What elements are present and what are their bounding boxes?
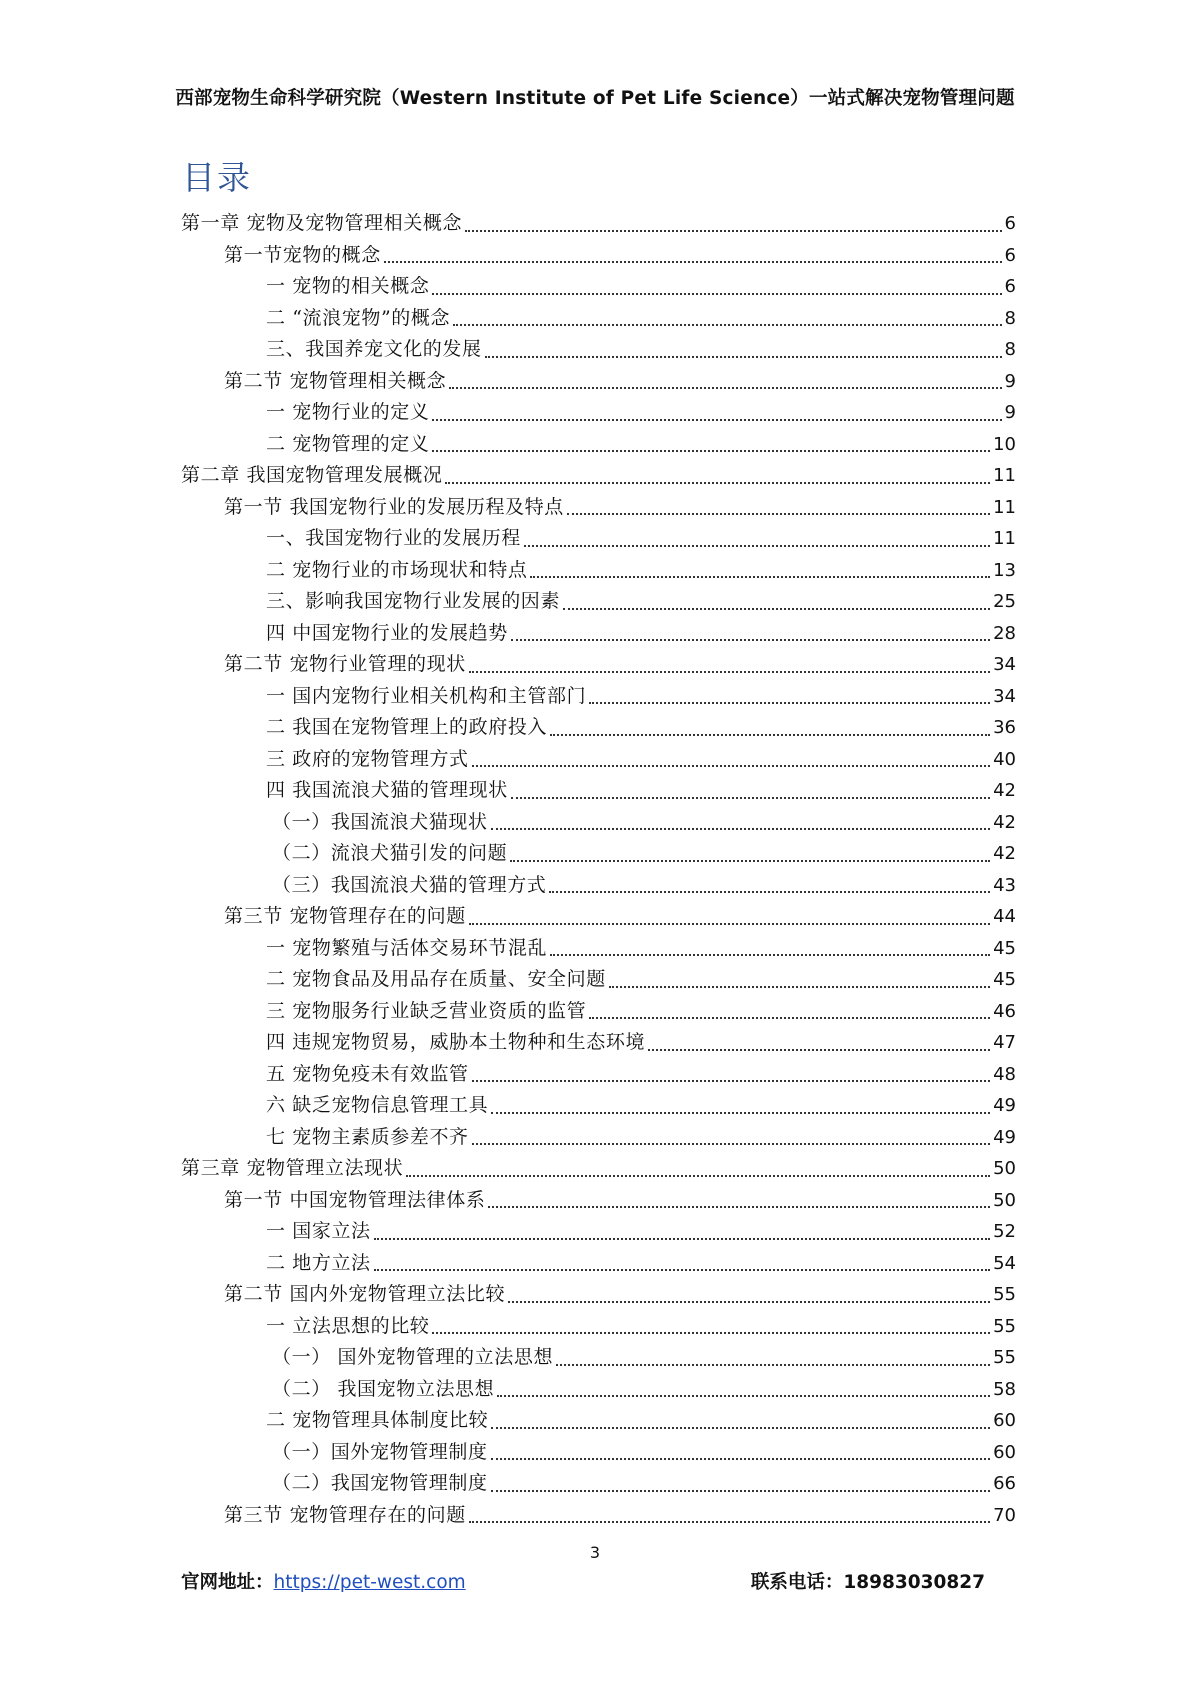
toc-entry-page: 42 <box>993 843 1016 864</box>
toc-entry[interactable] <box>181 492 1016 524</box>
toc-entry-page: 11 <box>993 496 1016 518</box>
toc-entry-page: 8 <box>1004 307 1016 329</box>
toc-entry[interactable] <box>181 1468 1016 1500</box>
toc-dot-leader <box>491 1458 990 1460</box>
toc-entry[interactable] <box>181 303 1016 335</box>
toc-entry-page: 60 <box>993 1410 1016 1431</box>
toc-entry[interactable] <box>181 334 1016 366</box>
toc-entry[interactable] <box>181 775 1016 807</box>
toc-entry-title: 二 “流浪宠物”的概念 <box>266 306 451 329</box>
phone-label: 联系电话： <box>750 1572 844 1593</box>
toc-entry-title: （二）我国宠物管理制度 <box>272 1472 488 1494</box>
toc-entry[interactable] <box>181 1090 1016 1122</box>
toc-dot-leader <box>556 1364 990 1366</box>
toc-dot-leader <box>510 860 990 862</box>
toc-entry-page: 40 <box>993 748 1016 770</box>
toc-dot-leader <box>589 1017 990 1019</box>
toc-entry-page: 9 <box>1004 370 1016 392</box>
toc-entry[interactable] <box>181 208 1016 240</box>
toc-dot-leader <box>384 261 1002 263</box>
toc-entry-page: 55 <box>993 1347 1016 1368</box>
toc-entry-page: 50 <box>993 1189 1016 1211</box>
toc-dot-leader <box>609 986 990 988</box>
toc-entry-page: 11 <box>993 465 1016 486</box>
toc-entry[interactable] <box>181 1311 1016 1343</box>
toc-dot-leader <box>445 482 990 484</box>
toc-entry[interactable] <box>181 240 1016 272</box>
toc-entry-page: 34 <box>993 685 1016 707</box>
toc-entry-page: 45 <box>993 937 1016 959</box>
toc-dot-leader <box>491 1112 990 1114</box>
toc-entry-title: 第二节 宠物管理相关概念 <box>224 369 447 392</box>
toc-entry-page: 9 <box>1004 402 1016 423</box>
toc-entry-page: 48 <box>993 1063 1016 1085</box>
toc-dot-leader <box>488 1206 990 1208</box>
toc-entry-title: 四 违规宠物贸易，威胁本土物种和生态环境 <box>266 1031 646 1053</box>
toc-dot-leader <box>472 1143 990 1145</box>
toc-entry-title: （一） 国外宠物管理的立法思想 <box>272 1346 554 1368</box>
toc-entry[interactable] <box>181 555 1016 587</box>
toc-dot-leader <box>567 513 990 515</box>
toc-dot-leader <box>472 765 990 767</box>
toc-entry[interactable] <box>181 1437 1016 1469</box>
toc-entry-title: 第一节 中国宠物管理法律体系 <box>224 1188 486 1211</box>
toc-entry-page: 11 <box>993 528 1016 549</box>
toc-entry-title: （二） 我国宠物立法思想 <box>272 1377 495 1400</box>
toc-entry-title: 第二节 宠物行业管理的现状 <box>224 653 466 675</box>
toc-dot-leader <box>530 576 990 578</box>
toc-entry-title: 五 宠物免疫未有效监管 <box>266 1062 469 1085</box>
toc-dot-leader <box>432 293 1001 295</box>
toc-entry-title: 三、影响我国宠物行业发展的因素 <box>266 590 561 612</box>
toc-dot-leader <box>472 1080 990 1082</box>
toc-entry[interactable] <box>181 712 1016 744</box>
toc-entry-page: 50 <box>993 1158 1016 1179</box>
toc-entry-page: 25 <box>993 591 1016 612</box>
toc-entry[interactable] <box>181 1248 1016 1280</box>
toc-dot-leader <box>469 923 990 925</box>
toc-entry-title: 一 国内宠物行业相关机构和主管部门 <box>266 684 587 707</box>
toc-entry-title: 一 宠物繁殖与活体交易环节混乱 <box>266 936 548 959</box>
toc-dot-leader <box>469 1521 990 1523</box>
website-label: 官网地址： <box>181 1572 274 1593</box>
toc-dot-leader <box>485 356 1002 358</box>
toc-title: 目录 <box>182 158 252 197</box>
toc-entry[interactable] <box>181 870 1016 902</box>
toc-entry[interactable] <box>181 1059 1016 1091</box>
toc-entry-page: 43 <box>993 874 1016 896</box>
toc-entry-page: 42 <box>993 780 1016 801</box>
toc-entry[interactable] <box>181 366 1016 398</box>
toc-entry-page: 60 <box>993 1441 1016 1463</box>
toc-dot-leader <box>432 419 1001 421</box>
page-number: 3 <box>589 1543 601 1562</box>
toc-entry[interactable] <box>181 586 1016 618</box>
toc-entry[interactable] <box>181 429 1016 461</box>
toc-entry-page: 44 <box>993 906 1016 927</box>
toc-entry-title: 一、我国宠物行业的发展历程 <box>266 527 521 549</box>
toc-dot-leader <box>469 671 990 673</box>
toc-entry-title: 六 缺乏宠物信息管理工具 <box>266 1094 489 1116</box>
toc-entry-page: 49 <box>993 1095 1016 1116</box>
toc-dot-leader <box>491 828 990 830</box>
toc-entry[interactable] <box>181 397 1016 429</box>
toc-entry[interactable] <box>181 996 1016 1028</box>
toc-entry-page: 45 <box>993 969 1016 990</box>
toc-entry[interactable] <box>181 838 1016 870</box>
toc-entry[interactable] <box>181 1216 1016 1248</box>
toc-dot-leader <box>550 954 990 956</box>
toc-entry-title: 二 宠物管理的定义 <box>266 432 430 455</box>
toc-entry-title: 四 我国流浪犬猫的管理现状 <box>266 779 508 801</box>
toc-entry-page: 6 <box>1004 276 1016 297</box>
toc-entry[interactable] <box>181 1122 1016 1154</box>
toc-entry[interactable] <box>181 901 1016 933</box>
page-header: 西部宠物生命科学研究院（Western Institute of Pet Life Science）一站式解决宠物管理问题 <box>175 88 1015 109</box>
toc-entry[interactable] <box>181 649 1016 681</box>
toc-entry-title: 第一章 宠物及宠物管理相关概念 <box>181 212 463 234</box>
toc-entry[interactable] <box>181 618 1016 650</box>
toc-entry-page: 54 <box>993 1252 1016 1274</box>
toc-entry-title: （一）我国流浪犬猫现状 <box>272 810 488 833</box>
toc-entry-page: 28 <box>993 622 1016 644</box>
toc-entry[interactable] <box>181 1405 1016 1437</box>
toc-dot-leader <box>449 387 1001 389</box>
toc-entry-title: 二 地方立法 <box>266 1251 371 1274</box>
toc-entry-page: 6 <box>1004 244 1016 266</box>
table-of-contents <box>181 208 1016 1531</box>
toc-entry-title: 第一节宠物的概念 <box>224 243 381 266</box>
toc-dot-leader <box>563 608 990 610</box>
toc-entry-title: 第三章 宠物管理立法现状 <box>181 1157 404 1179</box>
toc-dot-leader <box>549 891 990 893</box>
toc-entry[interactable] <box>181 1342 1016 1374</box>
toc-entry-title: （二）流浪犬猫引发的问题 <box>272 842 508 864</box>
toc-entry-title: 第二章 我国宠物管理发展概况 <box>181 464 443 486</box>
toc-entry[interactable] <box>181 460 1016 492</box>
toc-dot-leader <box>511 639 990 641</box>
toc-entry-title: 一 宠物行业的定义 <box>266 401 430 423</box>
toc-entry-title: 四 中国宠物行业的发展趋势 <box>266 621 508 644</box>
toc-entry[interactable] <box>181 933 1016 965</box>
toc-entry-title: 三 宠物服务行业缺乏营业资质的监管 <box>266 999 587 1022</box>
toc-dot-leader <box>453 324 1001 326</box>
toc-entry[interactable] <box>181 1279 1016 1311</box>
toc-entry-page: 42 <box>993 811 1016 833</box>
toc-entry-page: 6 <box>1004 213 1016 234</box>
toc-entry-title: 第一节 我国宠物行业的发展历程及特点 <box>224 495 564 518</box>
toc-entry-title: 第三节 宠物管理存在的问题 <box>224 1503 466 1526</box>
toc-entry-title: 二 宠物管理具体制度比较 <box>266 1409 489 1431</box>
toc-entry-title: 三、我国养宠文化的发展 <box>266 338 482 360</box>
toc-entry-title: 一 宠物的相关概念 <box>266 275 430 297</box>
toc-entry-title: 七 宠物主素质参差不齐 <box>266 1125 469 1148</box>
toc-entry-page: 34 <box>993 654 1016 675</box>
toc-dot-leader <box>491 1427 990 1429</box>
toc-entry-page: 49 <box>993 1126 1016 1148</box>
toc-entry-page: 55 <box>993 1315 1016 1337</box>
toc-entry-page: 10 <box>993 433 1016 455</box>
toc-entry[interactable] <box>181 523 1016 555</box>
toc-dot-leader <box>511 797 990 799</box>
toc-dot-leader <box>374 1238 990 1240</box>
toc-dot-leader <box>589 702 990 704</box>
toc-dot-leader <box>508 1301 990 1303</box>
toc-entry-page: 46 <box>993 1000 1016 1022</box>
toc-entry-title: 二 我国在宠物管理上的政府投入 <box>266 716 548 738</box>
toc-dot-leader <box>406 1175 990 1177</box>
toc-entry-title: 三 政府的宠物管理方式 <box>266 747 469 770</box>
toc-entry[interactable] <box>181 1500 1016 1532</box>
toc-entry-page: 8 <box>1004 339 1016 360</box>
toc-dot-leader <box>648 1049 990 1051</box>
toc-entry[interactable] <box>181 681 1016 713</box>
toc-entry-title: （一）国外宠物管理制度 <box>272 1440 488 1463</box>
toc-dot-leader <box>432 450 990 452</box>
toc-entry[interactable] <box>181 807 1016 839</box>
phone-number: 18983030827 <box>843 1572 985 1593</box>
footer-phone <box>751 1568 985 1594</box>
toc-dot-leader <box>465 230 1002 232</box>
website-link[interactable]: https://pet-west.com <box>273 1572 466 1593</box>
toc-entry-title: （三）我国流浪犬猫的管理方式 <box>272 873 547 896</box>
toc-entry[interactable] <box>181 1185 1016 1217</box>
toc-entry-title: 二 宠物行业的市场现状和特点 <box>266 558 528 581</box>
toc-entry-page: 13 <box>993 559 1016 581</box>
toc-entry[interactable] <box>181 964 1016 996</box>
toc-dot-leader <box>374 1269 990 1271</box>
toc-entry-page: 47 <box>993 1032 1016 1053</box>
toc-entry-title: 二 宠物食品及用品存在质量、安全问题 <box>266 968 606 990</box>
toc-entry[interactable] <box>181 1374 1016 1406</box>
toc-entry-title: 第三节 宠物管理存在的问题 <box>224 905 466 927</box>
toc-dot-leader <box>491 1490 990 1492</box>
toc-entry[interactable] <box>181 1153 1016 1185</box>
toc-entry-page: 58 <box>993 1378 1016 1400</box>
toc-entry-page: 52 <box>993 1221 1016 1242</box>
toc-entry[interactable] <box>181 1027 1016 1059</box>
toc-entry-page: 36 <box>993 717 1016 738</box>
toc-entry-title: 一 国家立法 <box>266 1220 371 1242</box>
toc-dot-leader <box>432 1332 990 1334</box>
toc-entry-page: 70 <box>993 1504 1016 1526</box>
footer-website <box>181 1568 466 1594</box>
toc-entry[interactable] <box>181 271 1016 303</box>
toc-entry-title: 第二节 国内外宠物管理立法比较 <box>224 1283 506 1305</box>
toc-dot-leader <box>550 734 990 736</box>
toc-entry-page: 66 <box>993 1473 1016 1494</box>
toc-dot-leader <box>524 545 990 547</box>
toc-entry-page: 55 <box>993 1284 1016 1305</box>
toc-dot-leader <box>497 1395 990 1397</box>
toc-entry[interactable] <box>181 744 1016 776</box>
toc-entry-title: 一 立法思想的比较 <box>266 1314 430 1337</box>
